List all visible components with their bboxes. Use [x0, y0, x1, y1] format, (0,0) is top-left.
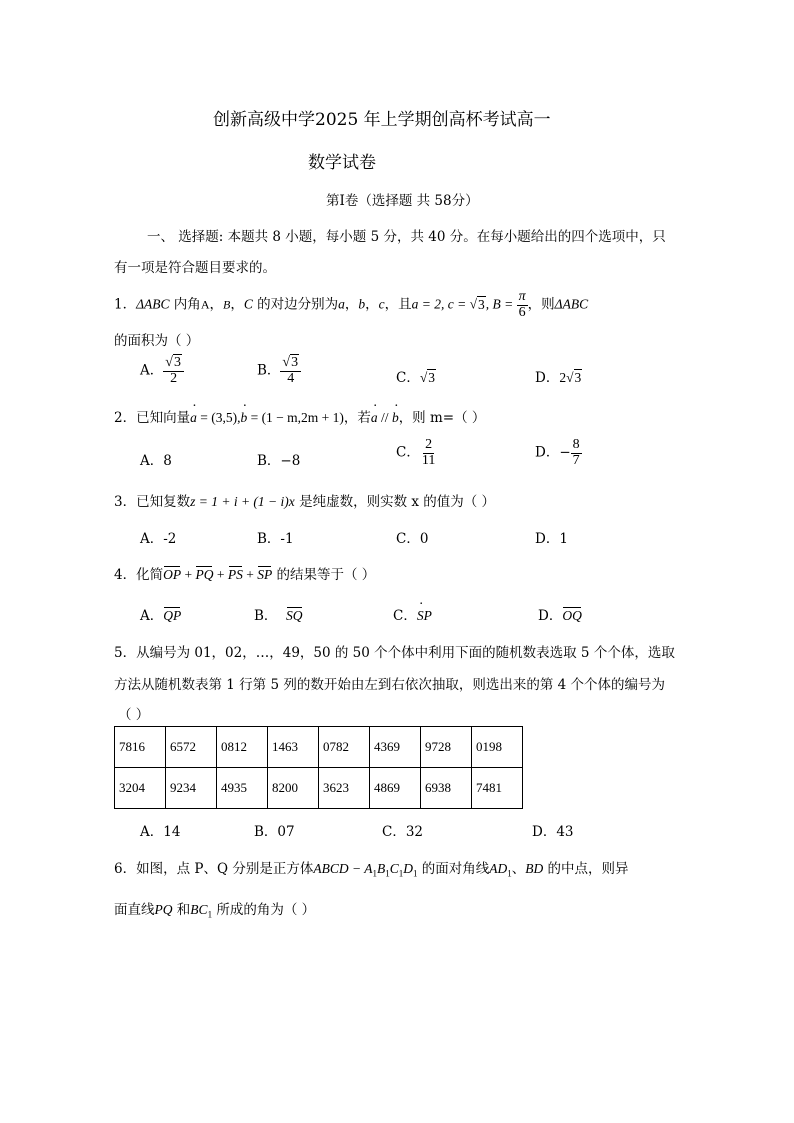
table-cell: 9234: [166, 768, 217, 809]
table-cell: 7481: [472, 768, 523, 809]
exam-title: 创新高级中学2025 年上学期创高杯考试高一: [213, 110, 551, 130]
table-cell: 3204: [115, 768, 166, 809]
table-cell: 7816: [115, 727, 166, 768]
q5-option-b[interactable]: B．07: [254, 824, 295, 840]
q3-option-c[interactable]: C．0: [396, 531, 429, 547]
table-cell: 8200: [268, 768, 319, 809]
q1-option-b[interactable]: B． $\frac{√3}{4}$: [257, 356, 301, 386]
instructions-line-1: 一、 选择题: 本题共 8 小题，每小题 5 分，共 40 分。在每小题给出的四个选项中，只: [147, 229, 666, 245]
q1-option-c[interactable]: C．√3: [396, 370, 436, 386]
table-cell: 6938: [421, 768, 472, 809]
question-6-line-2: 面直线PQ 和$BC_1$ 所成的角为（ ）: [114, 902, 316, 920]
question-5-line-1: 5．从编号为 01，02，…，49，50 的 50 个个体中利用下面的随机数表选取 5 个个体，选取: [114, 645, 675, 661]
q4-option-a[interactable]: A．QP: [140, 608, 182, 624]
table-cell: 1463: [268, 727, 319, 768]
q2-option-c[interactable]: C． $\frac{2}{11}$: [396, 437, 436, 468]
q3-option-b[interactable]: B．-1: [257, 531, 294, 547]
table-cell: 6572: [166, 727, 217, 768]
q4-option-d[interactable]: D．OQ: [538, 608, 582, 624]
q5-option-d[interactable]: D．43: [532, 824, 574, 840]
question-2: 2．已知向量· a = (3,5),· b = (1 − m,2m + 1)，若· a // · b，则 m=（ ）: [114, 406, 485, 426]
q3-option-a[interactable]: A．-2: [140, 531, 177, 547]
q1-option-d[interactable]: D．2√3: [535, 370, 582, 386]
q1-option-a[interactable]: A． $\frac{√3}{2}$: [140, 356, 184, 386]
q3-option-d[interactable]: D．1: [535, 531, 568, 547]
table-cell: 0782: [319, 727, 370, 768]
question-6-line-1: 6．如图，点 P、Q 分别是正方体ABCD − $A_1B_1C_1D_1$ 的面对角线$AD_1$、BD 的中点，则异: [114, 861, 629, 879]
q2-option-d[interactable]: D．− $\frac{8}{7}$: [535, 437, 580, 468]
table-cell: 3623: [319, 768, 370, 809]
exam-subtitle: 数学试卷: [308, 153, 376, 173]
table-cell: 4869: [370, 768, 421, 809]
q2-option-b[interactable]: B．−8: [257, 453, 301, 469]
question-1-line-1: 1．ΔABC 内角A，B，C 的对边分别为a，b，c，且a = 2, c = √3, B = $\frac{\pi}{6}$ ，则ΔABC: [114, 289, 589, 320]
table-cell: 9728: [421, 727, 472, 768]
instructions-line-2: 有一项是符合题目要求的。: [114, 260, 276, 276]
question-5-line-2: 方法从随机数表第 1 行第 5 列的数开始由左到右依次抽取，则选出来的第 4 个个体的编号为: [114, 677, 666, 693]
section-heading: 第Ⅰ卷（选择题 共 58分）: [326, 193, 479, 209]
table-cell: 4935: [217, 768, 268, 809]
table-row: [115, 727, 523, 768]
question-5-line-3: （ ）: [118, 707, 150, 723]
question-3: 3．已知复数z = 1 + i + (1 − i)x 是纯虚数，则实数 x 的值为（ ）: [114, 494, 496, 510]
q5-option-c[interactable]: C．32: [382, 824, 424, 840]
q4-option-c[interactable]: C．· SP: [393, 604, 432, 624]
question-4: 4．化简OP + PQ + PS + SP 的结果等于（ ）: [114, 567, 376, 583]
table-row: [115, 768, 523, 809]
table-cell: 0198: [472, 727, 523, 768]
table-cell: 0812: [217, 727, 268, 768]
q2-option-a[interactable]: A．8: [140, 453, 172, 469]
table-cell: 4369: [370, 727, 421, 768]
q4-option-b[interactable]: B． SQ: [254, 608, 303, 624]
random-number-table: [114, 726, 523, 809]
q5-option-a[interactable]: A．14: [140, 824, 181, 840]
question-1-line-2: 的面积为（ ）: [114, 333, 200, 349]
